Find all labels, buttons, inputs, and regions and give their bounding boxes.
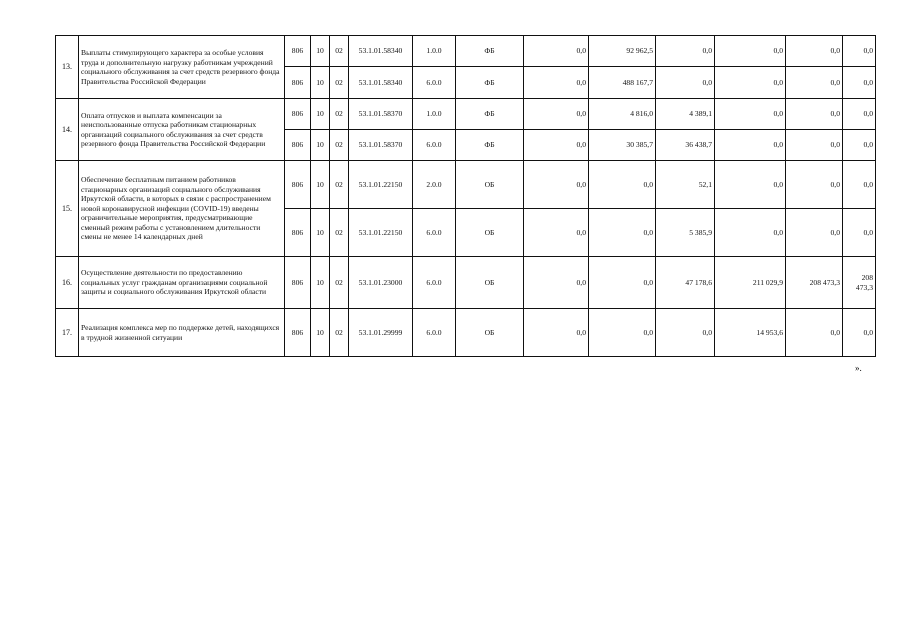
budget-source: ОБ [456, 309, 524, 357]
value-col-6: 0,0 [843, 67, 876, 99]
kbk-admin: 806 [285, 36, 311, 67]
subsection: 02 [330, 309, 349, 357]
table-row [56, 36, 876, 67]
expense-type: 1.0.0 [413, 36, 456, 67]
subsection: 02 [330, 257, 349, 309]
section: 10 [311, 99, 330, 130]
value-col-4: 0,0 [715, 36, 786, 67]
budget-source: ОБ [456, 257, 524, 309]
closing-quote-mark: ». [855, 363, 862, 373]
measure-name: Осуществление деятельности по предоставлению социальных услуг гражданам организациями социальной защиты и социального обслуживания Иркутской области [79, 257, 285, 309]
subsection: 02 [330, 130, 349, 161]
measure-name: Обеспечение бесплатным питанием работников стационарных организаций социального обслуживания Иркутской области, в которых в связи с распространением новой коронавирусной инфекции (COVID-19) введены ограничительные мероприятия, предусматривающие сменный режим работы с установлением длительности смены не менее 14 календарных дней [79, 161, 285, 257]
value-col-2: 0,0 [589, 309, 656, 357]
kbk-admin: 806 [285, 161, 311, 209]
kbk-admin: 806 [285, 99, 311, 130]
measure-name: Реализация комплекса мер по поддержке детей, находящихся в трудной жизненной ситуации [79, 309, 285, 357]
expense-type: 6.0.0 [413, 67, 456, 99]
subsection: 02 [330, 67, 349, 99]
value-col-5: 0,0 [786, 161, 843, 209]
subsection: 02 [330, 99, 349, 130]
section: 10 [311, 130, 330, 161]
value-col-6: 0,0 [843, 161, 876, 209]
kbk-admin: 806 [285, 209, 311, 257]
expense-type: 6.0.0 [413, 209, 456, 257]
value-col-3: 52,1 [656, 161, 715, 209]
value-col-3: 5 385,9 [656, 209, 715, 257]
value-col-3: 47 178,6 [656, 257, 715, 309]
target-item: 53.1.01.22150 [349, 209, 413, 257]
value-col-6: 208 473,3 [843, 257, 876, 309]
value-col-6: 0,0 [843, 130, 876, 161]
kbk-admin: 806 [285, 130, 311, 161]
budget-source: ФБ [456, 99, 524, 130]
expense-type: 6.0.0 [413, 130, 456, 161]
value-col-6: 0,0 [843, 36, 876, 67]
section: 10 [311, 161, 330, 209]
budget-source: ФБ [456, 67, 524, 99]
value-col-2: 0,0 [589, 209, 656, 257]
subsection: 02 [330, 36, 349, 67]
budget-source: ОБ [456, 209, 524, 257]
row-number: 15. [56, 161, 79, 257]
kbk-admin: 806 [285, 309, 311, 357]
value-col-2: 30 385,7 [589, 130, 656, 161]
value-col-6: 0,0 [843, 99, 876, 130]
target-item: 53.1.01.23000 [349, 257, 413, 309]
value-col-3: 36 438,7 [656, 130, 715, 161]
value-col-5: 208 473,3 [786, 257, 843, 309]
value-col-5: 0,0 [786, 99, 843, 130]
value-col-1: 0,0 [524, 309, 589, 357]
expense-type: 1.0.0 [413, 99, 456, 130]
budget-source: ОБ [456, 161, 524, 209]
value-col-1: 0,0 [524, 67, 589, 99]
value-col-2: 0,0 [589, 161, 656, 209]
value-col-6: 0,0 [843, 209, 876, 257]
value-col-3: 0,0 [656, 67, 715, 99]
table-row [56, 161, 876, 209]
value-col-3: 0,0 [656, 36, 715, 67]
table-row [56, 309, 876, 357]
section: 10 [311, 36, 330, 67]
measure-name: Оплата отпусков и выплата компенсации за неиспользованные отпуска работникам стационарных организаций социального обслуживания за счет средств резервного фонда Правительства Российской Федерации [79, 99, 285, 161]
value-col-4: 0,0 [715, 99, 786, 130]
expense-type: 2.0.0 [413, 161, 456, 209]
kbk-admin: 806 [285, 257, 311, 309]
value-col-1: 0,0 [524, 36, 589, 67]
budget-table [55, 35, 876, 357]
value-col-2: 4 816,0 [589, 99, 656, 130]
value-col-6: 0,0 [843, 309, 876, 357]
row-number: 17. [56, 309, 79, 357]
value-col-3: 0,0 [656, 309, 715, 357]
row-number: 16. [56, 257, 79, 309]
section: 10 [311, 309, 330, 357]
value-col-1: 0,0 [524, 257, 589, 309]
value-col-5: 0,0 [786, 130, 843, 161]
value-col-4: 14 953,6 [715, 309, 786, 357]
section: 10 [311, 257, 330, 309]
value-col-4: 0,0 [715, 67, 786, 99]
subsection: 02 [330, 209, 349, 257]
expense-type: 6.0.0 [413, 309, 456, 357]
value-col-1: 0,0 [524, 130, 589, 161]
value-col-5: 0,0 [786, 36, 843, 67]
value-col-1: 0,0 [524, 99, 589, 130]
budget-source: ФБ [456, 130, 524, 161]
value-col-2: 0,0 [589, 257, 656, 309]
target-item: 53.1.01.58340 [349, 67, 413, 99]
value-col-1: 0,0 [524, 161, 589, 209]
value-col-4: 0,0 [715, 161, 786, 209]
table-row [56, 257, 876, 309]
value-col-4: 211 029,9 [715, 257, 786, 309]
section: 10 [311, 67, 330, 99]
value-col-5: 0,0 [786, 67, 843, 99]
target-item: 53.1.01.58340 [349, 36, 413, 67]
value-col-2: 488 167,7 [589, 67, 656, 99]
budget-source: ФБ [456, 36, 524, 67]
value-col-2: 92 962,5 [589, 36, 656, 67]
kbk-admin: 806 [285, 67, 311, 99]
target-item: 53.1.01.58370 [349, 130, 413, 161]
value-col-5: 0,0 [786, 209, 843, 257]
section: 10 [311, 209, 330, 257]
value-col-1: 0,0 [524, 209, 589, 257]
target-item: 53.1.01.58370 [349, 99, 413, 130]
value-col-4: 0,0 [715, 130, 786, 161]
row-number: 14. [56, 99, 79, 161]
value-col-4: 0,0 [715, 209, 786, 257]
target-item: 53.1.01.22150 [349, 161, 413, 209]
measure-name: Выплаты стимулирующего характера за особые условия труда и дополнительную нагрузку работникам учреждений социального обслуживания за счет средств резервного фонда Правительства Российской Федерации [79, 36, 285, 99]
target-item: 53.1.01.29999 [349, 309, 413, 357]
value-col-5: 0,0 [786, 309, 843, 357]
table-row [56, 99, 876, 130]
expense-type: 6.0.0 [413, 257, 456, 309]
row-number: 13. [56, 36, 79, 99]
value-col-3: 4 389,1 [656, 99, 715, 130]
subsection: 02 [330, 161, 349, 209]
